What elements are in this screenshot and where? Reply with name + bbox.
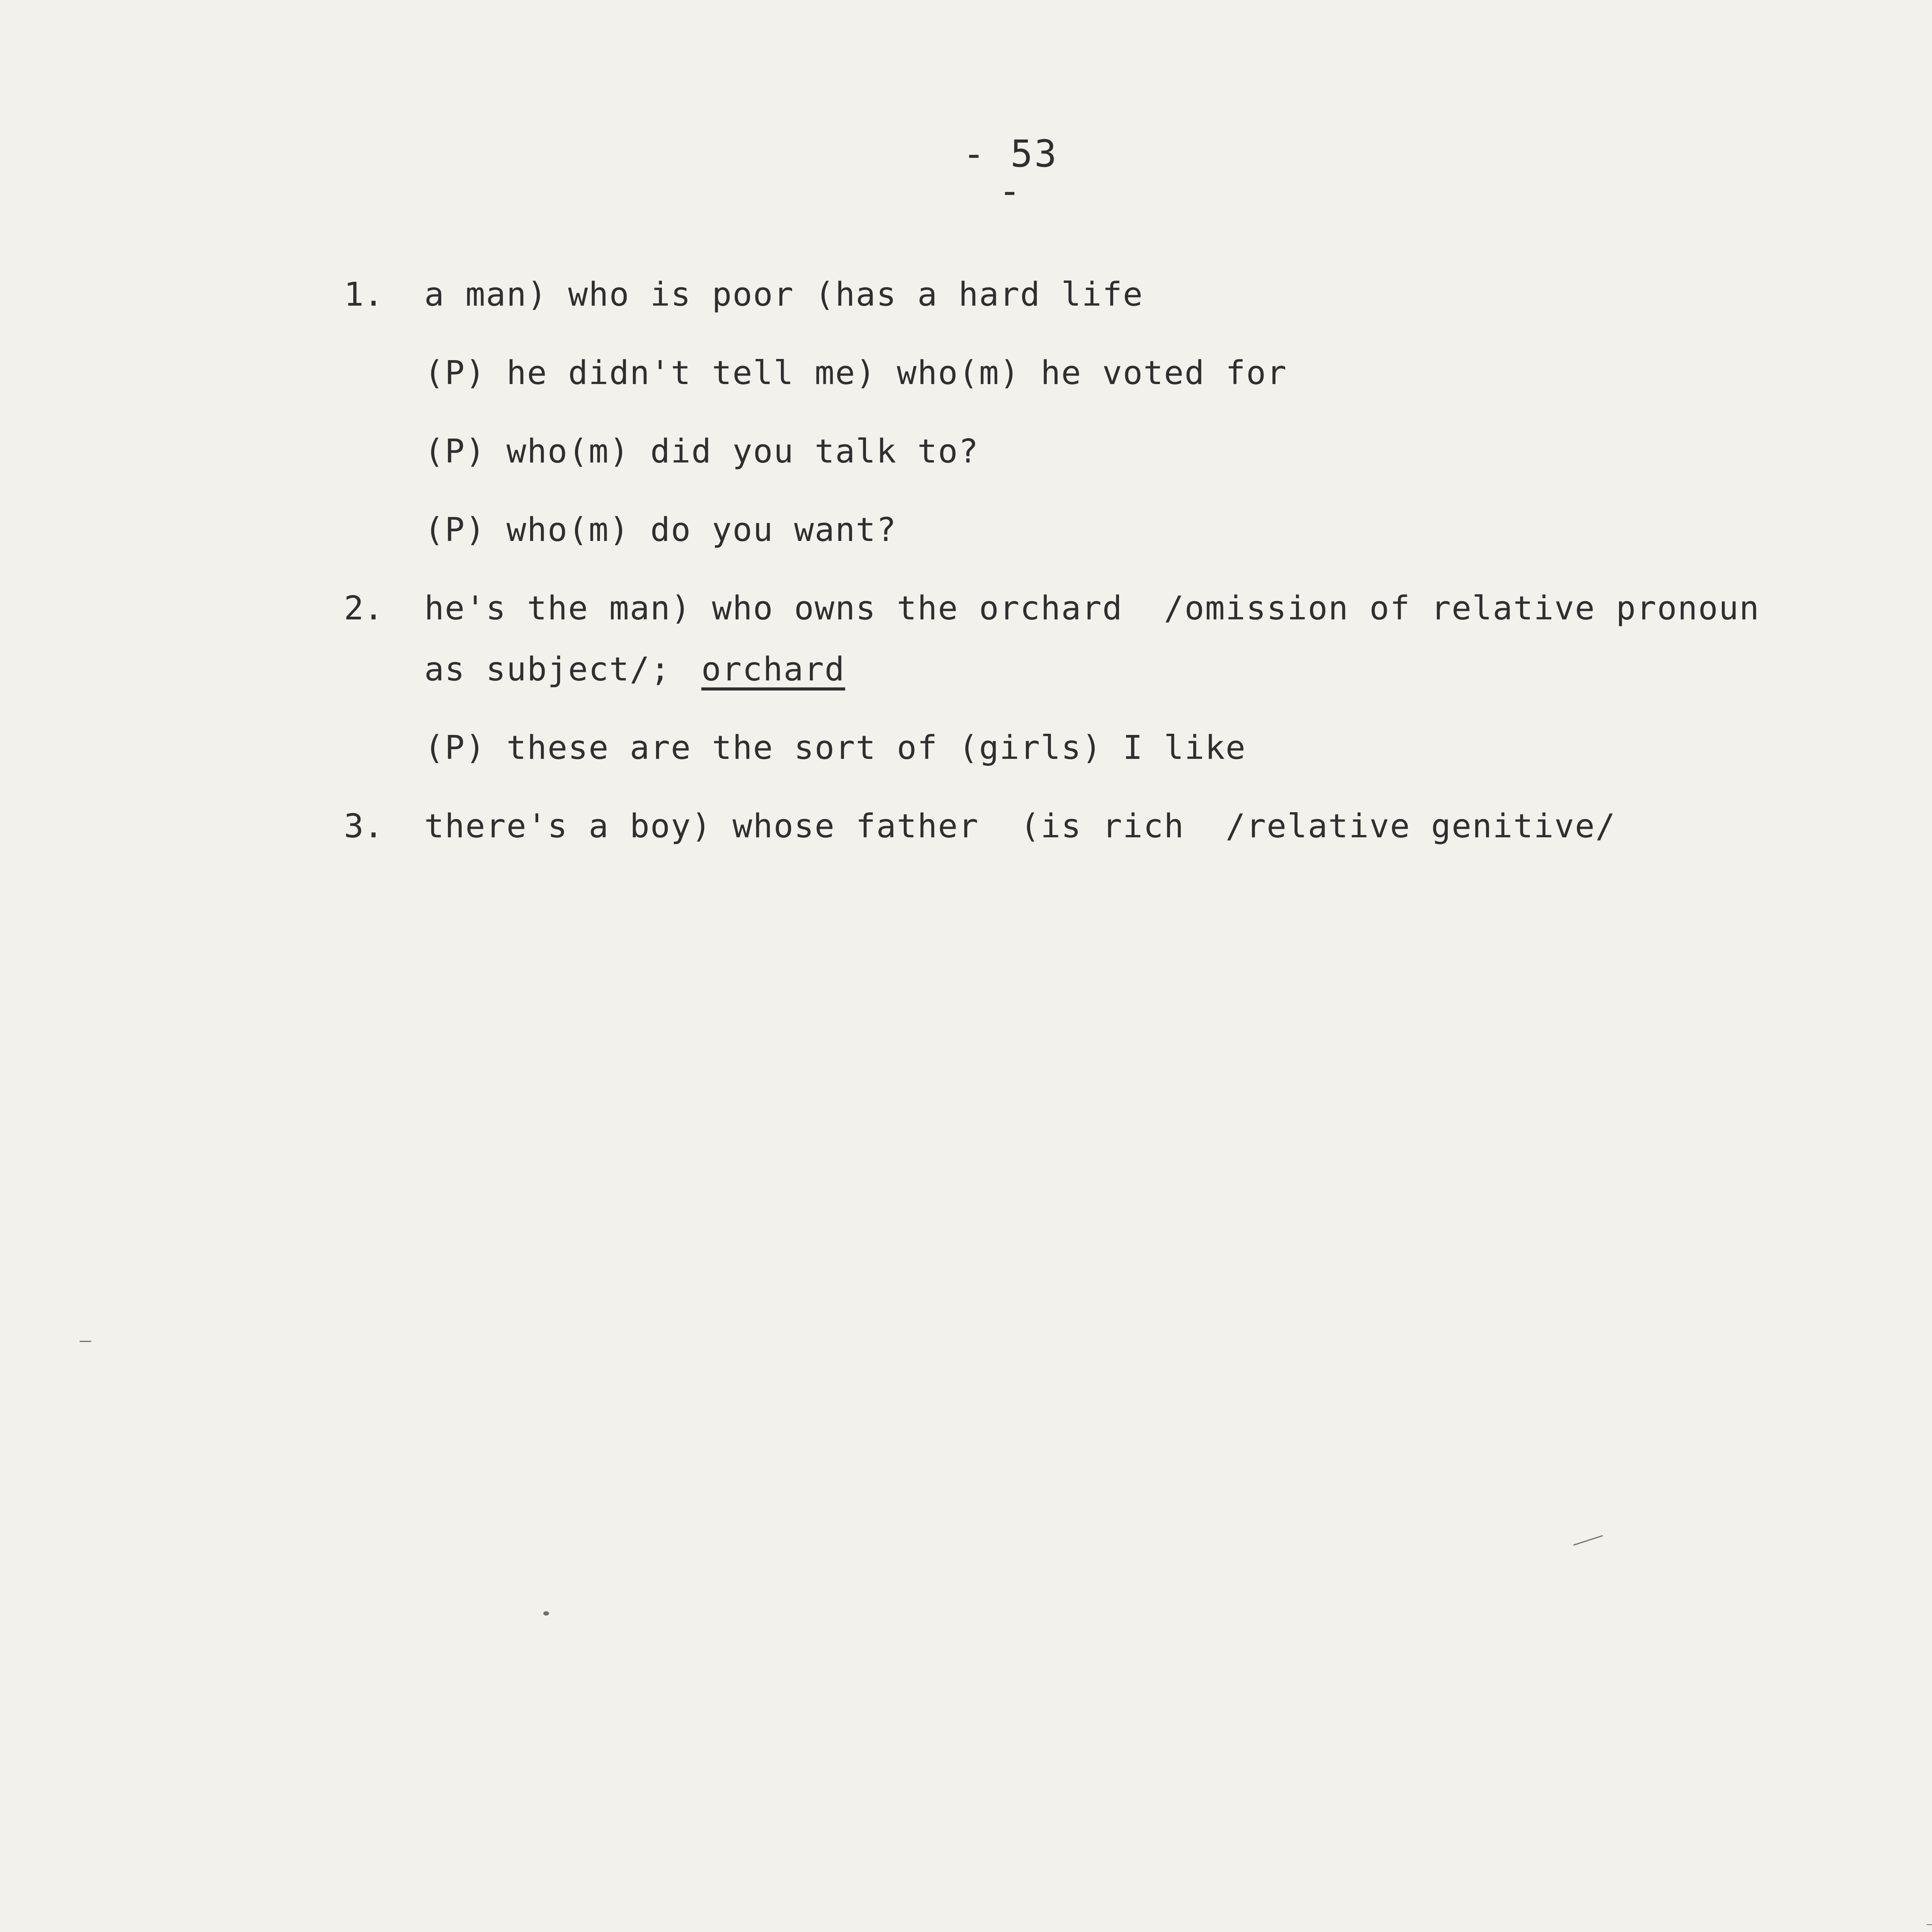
item-1-line-1: a man) who is poor (has a hard life <box>424 276 1144 314</box>
item-2-line-1: he's the man) who owns the orchard /omission of relative pronoun <box>424 589 1760 628</box>
item-number-3: 3. <box>344 807 384 845</box>
item-number-2: 2. <box>344 589 384 628</box>
item-2-line-3: (P) these are the sort of (girls) I like <box>424 729 1246 767</box>
paper-mark <box>1927 1924 1932 1925</box>
item-1-line-3: (P) who(m) did you talk to? <box>424 432 979 471</box>
item-2-line-2-prefix: as subject/; <box>424 650 712 689</box>
item-3-line-1: there's a boy) whose father (is rich /relative genitive/ <box>424 807 1616 845</box>
paper-mark <box>80 1341 91 1342</box>
item-1-line-2: (P) he didn't tell me) who(m) he voted for <box>424 354 1287 392</box>
page-number: - 53 - <box>963 132 1058 213</box>
item-number-1: 1. <box>344 276 384 314</box>
underlined-word: orchard <box>701 650 845 689</box>
item-1-line-4: (P) who(m) do you want? <box>424 511 897 549</box>
paper-speck <box>543 1611 549 1616</box>
paper-mark <box>1573 1535 1603 1546</box>
